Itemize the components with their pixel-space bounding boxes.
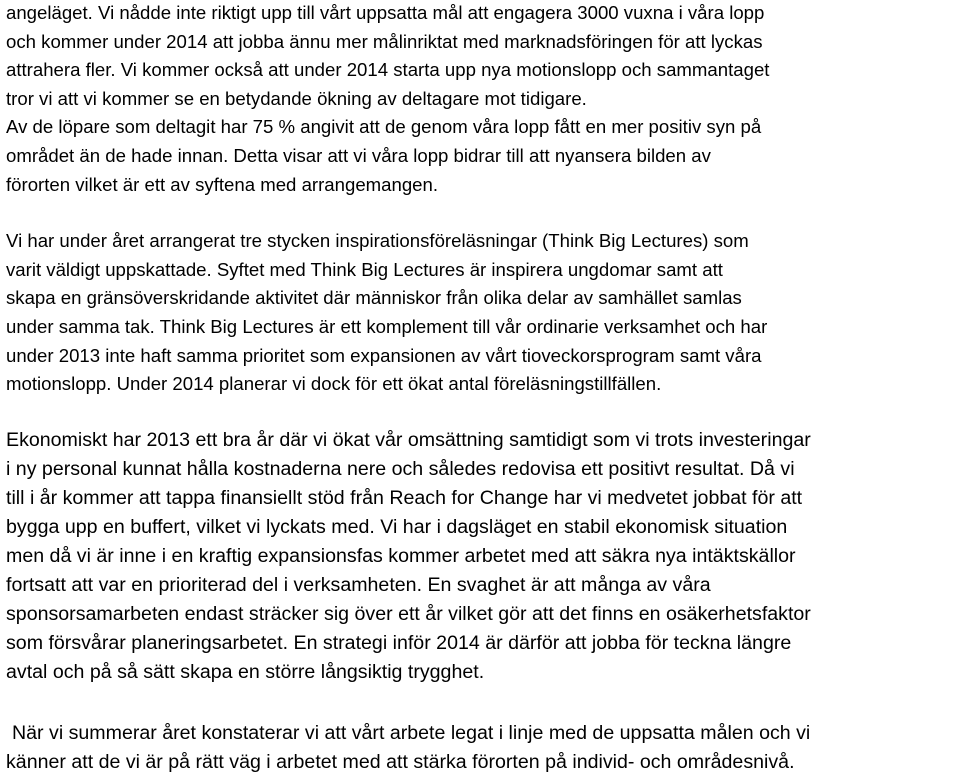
paragraph-economy: [6, 426, 958, 687]
text-line: känner att de vi är på rätt väg i arbetet med att stärka förorten på individ- och områdesnivå.: [6, 750, 795, 773]
paragraph-running-events: [6, 0, 958, 199]
text-line: förorten vilket är ett av syftena med arrangemangen.: [6, 173, 439, 195]
text-line: området än de hade innan. Detta visar att vi våra lopp bidrar till att nyansera bilden av: [6, 144, 711, 166]
text-line: Av de löpare som deltagit har 75 % angivit att de genom våra lopp fått en mer positiv syn på: [6, 116, 762, 138]
text-line: motionslopp. Under 2014 planerar vi dock för ett ökat antal föreläsningstillfällen.: [6, 373, 662, 395]
text-line: skapa en gränsöverskridande aktivitet där människor från olika delar av samhället samlas: [6, 287, 742, 309]
text-line: När vi summerar året konstaterar vi att vårt arbete legat i linje med de uppsatta målen och vi: [12, 721, 811, 744]
document-page: [6, 0, 958, 777]
text-line: avtal och på så sätt skapa en större långsiktig trygghet.: [6, 660, 485, 683]
text-line: bygga upp en buffert, vilket vi lyckats med. Vi har i dagsläget en stabil ekonomisk situation: [6, 515, 788, 538]
text-line: som försvårar planeringsarbetet. En strategi inför 2014 är därför att jobba för teckna längre: [6, 631, 792, 654]
text-line: sponsorsamarbeten endast sträcker sig över ett år vilket gör att det finns en osäkerhetsfaktor: [6, 602, 811, 625]
text-line: Ekonomiskt har 2013 ett bra år där vi ökat vår omsättning samtidigt som vi trots investeringar: [6, 428, 811, 451]
text-line: Vi har under året arrangerat tre stycken inspirationsföreläsningar (Think Big Lectures) som: [6, 230, 749, 252]
paragraph-summary: [6, 719, 958, 777]
text-line: under samma tak. Think Big Lectures är ett komplement till vår ordinarie verksamhet och har: [6, 315, 768, 337]
text-line: attrahera fler. Vi kommer också att under 2014 starta upp nya motionslopp och sammantaget: [6, 59, 770, 81]
text-line: angeläget. Vi nådde inte riktigt upp till vårt uppsatta mål att engagera 3000 vuxna i våra lopp: [6, 2, 765, 23]
text-line: till i år kommer att tappa finansiellt stöd från Reach for Change har vi medvetet jobbat för att: [6, 486, 803, 509]
text-line: i ny personal kunnat hålla kostnaderna nere och således redovisa ett positivt resultat. Då vi: [6, 457, 795, 480]
text-line: varit väldigt uppskattade. Syftet med Think Big Lectures är inspirera ungdomar samt att: [6, 258, 723, 280]
paragraph-think-big-lectures: [6, 227, 958, 399]
text-line: fortsatt att var en prioriterad del i verksamheten. En svaghet är att många av våra: [6, 573, 711, 596]
text-line: och kommer under 2014 att jobba ännu mer målinriktat med marknadsföringen för att lyckas: [6, 30, 763, 52]
text-line: men då vi är inne i en kraftig expansionsfas kommer arbetet med att säkra nya intäktskällor: [6, 544, 796, 567]
text-line: tror vi att vi kommer se en betydande ökning av deltagare mot tidigare.: [6, 87, 587, 109]
text-line: under 2013 inte haft samma prioritet som expansionen av vårt tioveckorsprogram samt våra: [6, 344, 762, 366]
